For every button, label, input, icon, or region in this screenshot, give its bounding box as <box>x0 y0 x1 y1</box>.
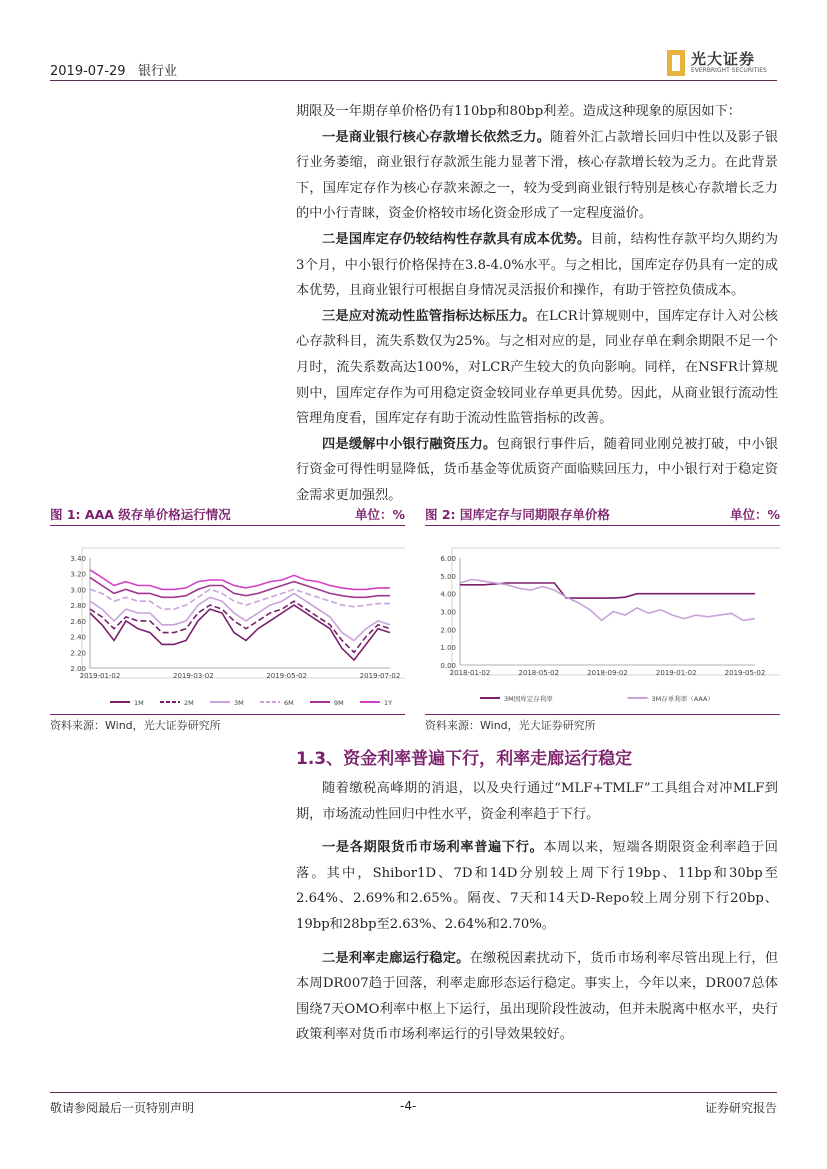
figure-divider <box>425 714 780 715</box>
y-tick-label: 5.00 <box>440 572 456 581</box>
paragraph: 一是各期限货币市场利率普遍下行。本周以来，短端各期限资金利率趋于回落。其中，Shibor1D、7D和14D分别较上周下行19bp、11bp和30bp至2.64%、2.69%和2.65%。隔夜、7天和14天D-Repo较上周分别下行20bp、19bp和28bp至2.63%、2.64%和2.70%。 <box>296 840 778 932</box>
y-tick-label: 2.40 <box>70 633 86 642</box>
footer-report-type: 证券研究报告 <box>704 1101 777 1115</box>
x-tick-label: 2019-01-02 <box>655 669 697 677</box>
paragraph: 四是缓解中小银行融资压力。包商银行事件后，随着同业刚兑被打破，中小银行资金可得性明显降低，货币基金等优质资产面临赎回压力，中小银行对于稳定资金需求更加强烈。 <box>296 436 779 503</box>
figure-2-chart <box>425 526 780 716</box>
x-tick-label: 2018-01-02 <box>449 669 491 677</box>
y-tick-label: 6.00 <box>440 555 456 563</box>
y-tick-label: 3.40 <box>70 555 86 563</box>
paragraph: 二是利率走廊运行稳定。在缴税因素扰动下，货币市场利率尽管出现上行，但本周DR007趋于回落，利率走廊形态运行稳定。事实上，今年以来，DR007总体围绕7天OMO利率中枢上下运行，虽出现阶段性波动，但并未脱离中枢水平，央行政策利率对货币市场利率运行的引导效果较好。 <box>296 950 779 1043</box>
figure-2 <box>425 505 780 716</box>
figure-2-title: 图 2: 国库定存与同期限存单价格 单位：% <box>425 505 780 526</box>
everbright-logo <box>667 48 777 78</box>
y-tick-label: 3.20 <box>70 570 86 579</box>
page-number: -4- <box>400 1099 417 1113</box>
y-tick-label: 0.00 <box>440 662 456 670</box>
paragraph: 一是商业银行核心存款增长依然乏力。随着外汇占款增长回归中性以及影子银行业务萎缩，商业银行存款派生能力显著下滑，核心存款增长较为乏力。在此背景下，国库定存作为核心存款来源之一，较为受到商业银行特别是核心存款增长乏力的中小行青睐，资金价格较市场化资金形成了一定程度溢价。 <box>296 129 779 222</box>
body-text-bottom <box>296 776 778 1048</box>
figure-2-source: 资料来源：Wind，光大证券研究所 <box>425 719 596 732</box>
section-title: 1.3、资金利率普遍下行，利率走廊运行稳定 <box>296 749 633 769</box>
y-tick-label: 4.00 <box>440 590 456 599</box>
logo-subtext: EVERBRIGHT SECURITIES <box>691 67 767 74</box>
x-tick-label: 2019-07-02 <box>359 672 401 680</box>
paragraph: 随着缴税高峰期的消退，以及央行通过“MLF+TMLF”工具组合对冲MLF到期，市场流动性回归中性水平，资金利率趋于下行。 <box>296 781 778 822</box>
x-tick-label: 2019-03-02 <box>172 672 214 680</box>
figure-1-chart <box>50 526 405 716</box>
figure-1-source: 资料来源：Wind，光大证券研究所 <box>50 719 221 732</box>
legend-label: 1M <box>134 699 144 707</box>
paragraph: 期限及一年期存单价格仍有110bp和80bp利差。造成这种现象的原因如下： <box>296 104 741 119</box>
series-line-1 <box>460 579 755 620</box>
y-tick-label: 2.80 <box>70 602 86 611</box>
y-tick-label: 2.20 <box>70 649 86 658</box>
x-tick-label: 2018-09-02 <box>587 669 628 677</box>
legend-label: 6M <box>284 699 294 707</box>
logo-mark-icon <box>667 50 685 76</box>
figure-1 <box>50 505 405 716</box>
x-tick-label: 2019-01-02 <box>79 672 121 680</box>
paragraph: 三是应对流动性监管指标达标压力。在LCR计算规则中，国库定存计入对公核心存款科目，流失系数仅为25%。与之相对应的是，同业存单在剩余期限不足一个月时，流失系数高达100%，对LCR产生较大的负向影响。同样，在NSFR计算规则中，国库定存作为可用稳定资金较同业存单更具优势。因此，从商业银行流动性管理角度看，国库定存有助于流动性监管指标的改善。 <box>296 308 778 427</box>
legend-label: 3M存单利率（AAA） <box>651 695 714 703</box>
figure-divider <box>50 714 405 715</box>
y-tick-label: 1.00 <box>440 644 456 653</box>
footer-disclaimer: 敬请参阅最后一页特别声明 <box>50 1101 195 1115</box>
legend-label: 1Y <box>384 699 393 707</box>
body-text-top <box>296 99 778 509</box>
y-tick-label: 2.00 <box>70 665 86 673</box>
page-header <box>50 50 777 81</box>
series-line-0 <box>90 605 390 660</box>
header-date-sector: 2019-07-29 银行业 <box>50 64 177 79</box>
x-tick-label: 2019-05-02 <box>724 669 766 677</box>
y-tick-label: 3.00 <box>70 586 86 595</box>
logo-text: 光大证券 <box>691 50 756 68</box>
legend-label: 3M国库定存利率 <box>504 695 553 703</box>
legend-label: 3M <box>234 699 244 707</box>
series-line-0 <box>460 583 755 598</box>
x-tick-label: 2018-05-02 <box>518 669 560 677</box>
x-tick-label: 2019-05-02 <box>266 672 308 680</box>
y-tick-label: 2.00 <box>440 626 456 635</box>
y-tick-label: 2.60 <box>70 617 86 626</box>
chart-frame <box>79 548 405 680</box>
y-tick-label: 3.00 <box>440 608 456 617</box>
series-line-5 <box>90 570 390 590</box>
legend-label: 9M <box>334 699 344 707</box>
paragraph: 二是国库定存仍较结构性存款具有成本优势。目前，结构性存款平均久期约为3个月，中小银行价格保持在3.8-4.0%水平。与之相比，国库定存仍具有一定的成本优势，且商业银行可根据自身情况灵活报价和操作，有助于管控负债成本。 <box>296 231 779 299</box>
figure-1-title: 图 1: AAA 级存单价格运行情况 单位：% <box>50 505 405 526</box>
page-footer <box>50 1092 777 1119</box>
legend-label: 2M <box>184 699 194 707</box>
